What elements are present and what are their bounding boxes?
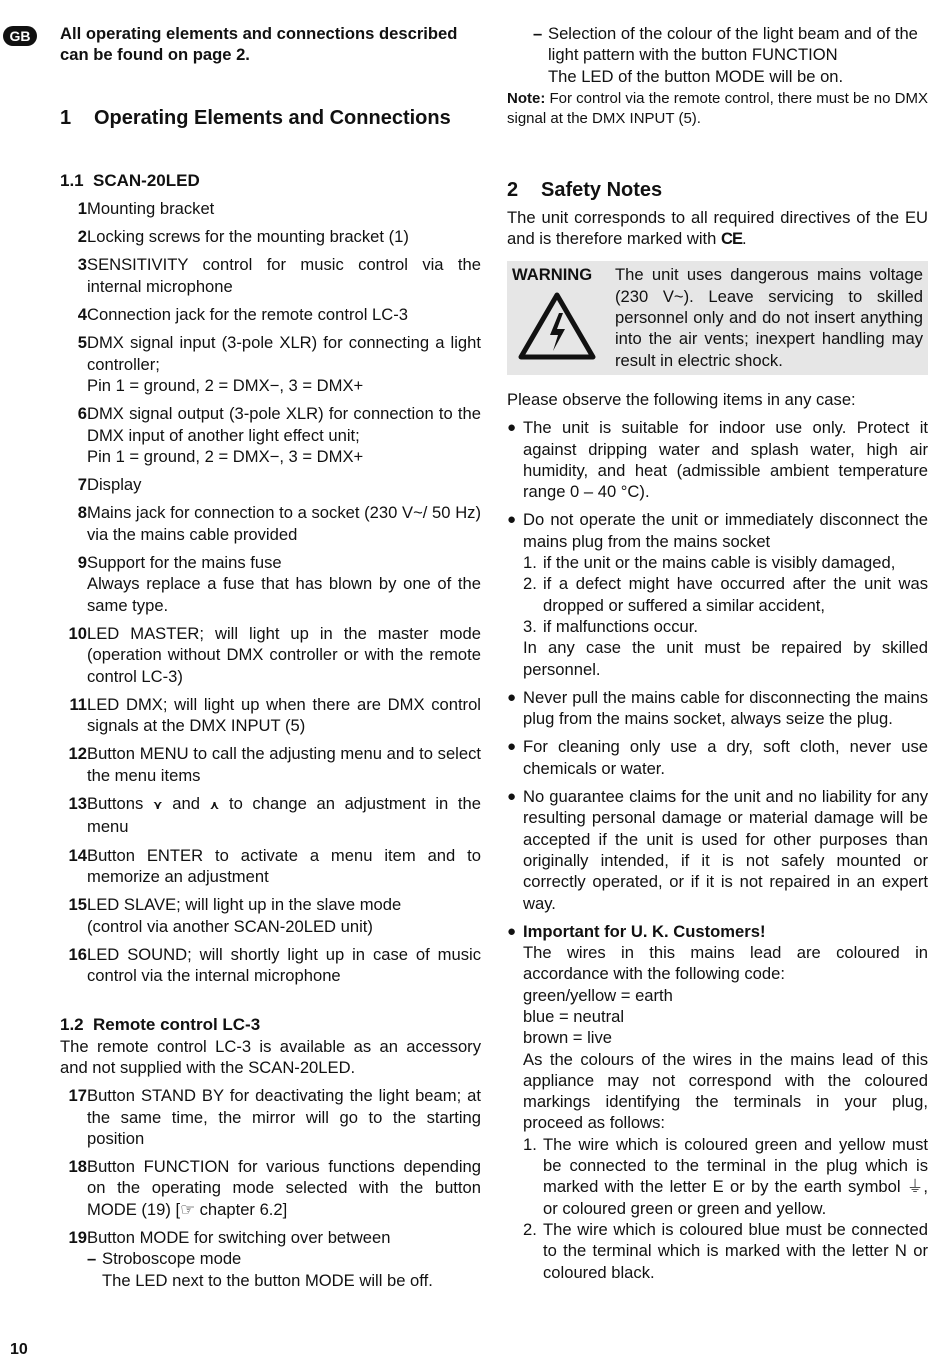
subsection-number: 1.1: [60, 170, 84, 190]
section-1-heading: [60, 106, 481, 130]
uk-customers-item: ● Important for U. K. Customers! The wires in this mains lead are coloured in accordance with the following code: green/yellow = earth blue = neutral brown = live As the colours of the wires in the mains lead of this appliance may not correspond with the coloured markings identifying the terminals in your plug, proceed as follows: 1. The wire which is coloured green and yellow must be connected to the terminal in the plug which is marked with the letter E or by the earth symbol ⏚, or coloured green or green and yellow. 2. The wire which is coloured blue must be connected to the terminal which is marked with the letter N or coloured black.: [507, 921, 928, 1282]
warning-text: The unit uses dangerous mains voltage (230 V~). Leave servicing to skilled personnel only and do not insert anything into the air vents; inexpert handling may result in electric shock.: [615, 265, 923, 370]
warning-label: WARNING: [512, 265, 593, 285]
list-item: 9 Support for the mains fuse Always replace a fuse that has blown by one of the same type.: [77, 553, 481, 615]
subsection-title: Remote control LC-3: [93, 1015, 261, 1035]
list-item: ● For cleaning only use a dry, soft cloth, never use chemicals or water.: [507, 737, 928, 778]
list-item: 12 Button MENU to call the adjusting menu and to select the menu items: [68, 744, 481, 785]
list-item: 13 Buttons ⋎ and ⋏ to change an adjustment in the menu: [68, 794, 481, 837]
list-item: 5 DMX signal input (3-pole XLR) for connecting a light controller; Pin 1 = ground, 2 = DMX−, 3 = DMX+: [77, 333, 481, 395]
list-item: 16 LED SOUND; will shortly light up in case of music control via the internal microphone: [68, 944, 481, 986]
right-column: – Selection of the colour of the light beam and of the light pattern with the button FUNCTION The LED of the button MODE will be on. Note: For control via the remote control, there must be no DMX signal at the DMX INPUT (5). 2 Safety Notes The unit corresponds to all required directives of the EU and is therefore marked with CE. WARNING The unit uses dangerous mains voltage (230 V~). Leave servicing to skilled personnel only and do not insert anything into the air vents; inexpert handling may result in electric shock. Please observe the following items in any case: ● The unit is suitable for indoor use only. Protect it against dripping water and splash water, high air humidity, and heat (admissible ambient temperature range 0 – 40 °C). ● Do not operate the unit or immediately disconnect the mains plug from the mains socket 1. if the unit or the mains cable is visibly damaged, 2. if a defect might have occurred after the unit was dropped or suffered a similar accident, 3. if malfunctions occur. In any case the unit must be repaired by skilled personnel. ● Never pull the mains cable for disconnecting the mains plug from the mains socket, always seize the plug. ● For cleaning only use a dry, soft cloth, never use chemicals or water. ● No guarantee claims for the unit and no liability for any resulting personal damage or material damage will be accepted if the unit is used for other purposes than originally intended, if it is not safely mounted or correctly operated, or if it is not repaired in an expert way. ● Important for U. K. Customers! The wires in this mains lead are coloured in accordance with the following code: green/yellow = earth blue = neutral brown = live As the colours of the wires in the mains lead of this appliance may not correspond with the coloured markings identifying the terminals in your plug, proceed as follows: 1. The wire which is coloured green and yellow must be connected to the terminal in the plug which is marked with the letter E or by the earth symbol ⏚, or coloured green or green and yellow. 2. The wire which is coloured blue must be connected to the terminal which is marked with the letter N or coloured black.: [507, 24, 928, 1282]
subsection-number: 1.2: [60, 1015, 84, 1035]
bullet-icon: ●: [507, 788, 517, 806]
observe-text: Please observe the following items in any case:: [507, 389, 856, 409]
list-item: 2 Locking screws for the mounting bracket (1): [77, 227, 409, 247]
list-item: ● Do not operate the unit or immediately disconnect the mains plug from the mains socket 1. if the unit or the mains cable is visibly damaged, 2. if a defect might have occurred after the unit was dropped or suffered a similar accident, 3. if malfunctions occur. In any case the unit must be repaired by skilled personnel.: [507, 510, 928, 679]
list-item: 18 Button FUNCTION for various functions depending on the operating mode selected with the button MODE (19) [☞ chapter 6.2]: [68, 1157, 481, 1219]
mode-continuation: Selection of the colour of the light beam and of the light pattern with the button FUNCTION: [548, 24, 918, 65]
section-title: Safety Notes: [541, 178, 663, 201]
list-item: 19 Button MODE for switching over between – Stroboscope mode The LED next to the button MODE will be off.: [68, 1228, 433, 1290]
list-item: ● The unit is suitable for indoor use only. Protect it against dripping water and splash water, high air humidity, and heat (admissible ambient temperature range 0 – 40 °C).: [507, 418, 928, 502]
bullet-icon: ●: [507, 738, 517, 756]
left-column: [60, 23, 481, 1298]
list-item: 7 Display: [77, 475, 142, 495]
remote-intro: The remote control LC-3 is available as an accessory and not supplied with the SCAN-20LED.: [60, 1036, 481, 1077]
list-item: ● No guarantee claims for the unit and no liability for any resulting personal damage or material damage will be accepted if the unit is used for other purposes than originally intended, if it is not safely mounted or correctly operated, or if it is not repaired in an expert way.: [507, 787, 928, 913]
warning-box: [507, 261, 928, 374]
item-13-text: Buttons ⋎ and ⋏ to change an adjustment in the menu: [87, 794, 481, 837]
subsection-title: SCAN-20LED: [93, 170, 200, 190]
section-number: 2: [507, 178, 519, 201]
list-item: 4 Connection jack for the remote control LC-3: [77, 305, 408, 325]
list-item: 8 Mains jack for connection to a socket (230 V~/ 50 Hz) via the mains cable provided: [77, 503, 481, 544]
bullet-icon: ●: [507, 688, 517, 706]
list-item: 3 SENSITIVITY control for music control via the internal microphone: [77, 255, 481, 296]
section-number: 1: [60, 106, 72, 129]
section-title: Operating Elements and Connections: [94, 106, 451, 129]
language-badge: GB: [3, 26, 37, 46]
high-voltage-warning-icon: [518, 291, 596, 361]
ce-mark: CE: [720, 229, 743, 249]
intro-text: All operating elements and connections described can be found on page 2.: [60, 24, 458, 65]
bullet-icon: ●: [507, 511, 517, 529]
subsection-1-2-heading: [60, 1014, 481, 1035]
bullet-icon: ●: [507, 419, 517, 437]
list-item: ● Never pull the mains cable for disconnecting the mains plug from the mains socket, always seize the plug.: [507, 687, 928, 729]
list-item: 17 Button STAND BY for deactivating the light beam; at the same time, the mirror will go to the starting position: [68, 1086, 481, 1148]
page-number: 10: [10, 1341, 28, 1358]
element-list: [60, 198, 481, 987]
arrow-up-icon: ⋏: [209, 798, 220, 813]
note: Note: For control via the remote control, there must be no DMX signal at the DMX INPUT (5).: [507, 89, 928, 127]
bullet-icon: ●: [507, 922, 517, 940]
list-item: 14 Button ENTER to activate a menu item and to memorize an adjustment: [68, 845, 481, 886]
list-item: 15 LED SLAVE; will light up in the slave mode (control via another SCAN-20LED unit): [68, 895, 402, 936]
list-item: 10 LED MASTER; will light up in the master mode (operation without DMX controller or with the remote control LC-3): [68, 623, 481, 686]
list-item: 11 LED DMX; will light up when there are DMX control signals at the DMX INPUT (5): [69, 694, 481, 736]
list-item: 6 DMX signal output (3-pole XLR) for connection to the DMX input of another light effect unit; Pin 1 = ground, 2 = DMX−, 3 = DMX+: [77, 404, 481, 466]
arrow-down-icon: ⋎: [152, 798, 163, 813]
uk-title: Important for U. K. Customers!: [523, 921, 766, 941]
section-2-heading: [507, 178, 928, 202]
eu-conformity-text: The unit corresponds to all required directives of the EU and is therefore marked with CE.: [507, 207, 928, 249]
list-item: 1 Mounting bracket: [77, 198, 215, 218]
subsection-1-1-heading: [60, 170, 481, 191]
